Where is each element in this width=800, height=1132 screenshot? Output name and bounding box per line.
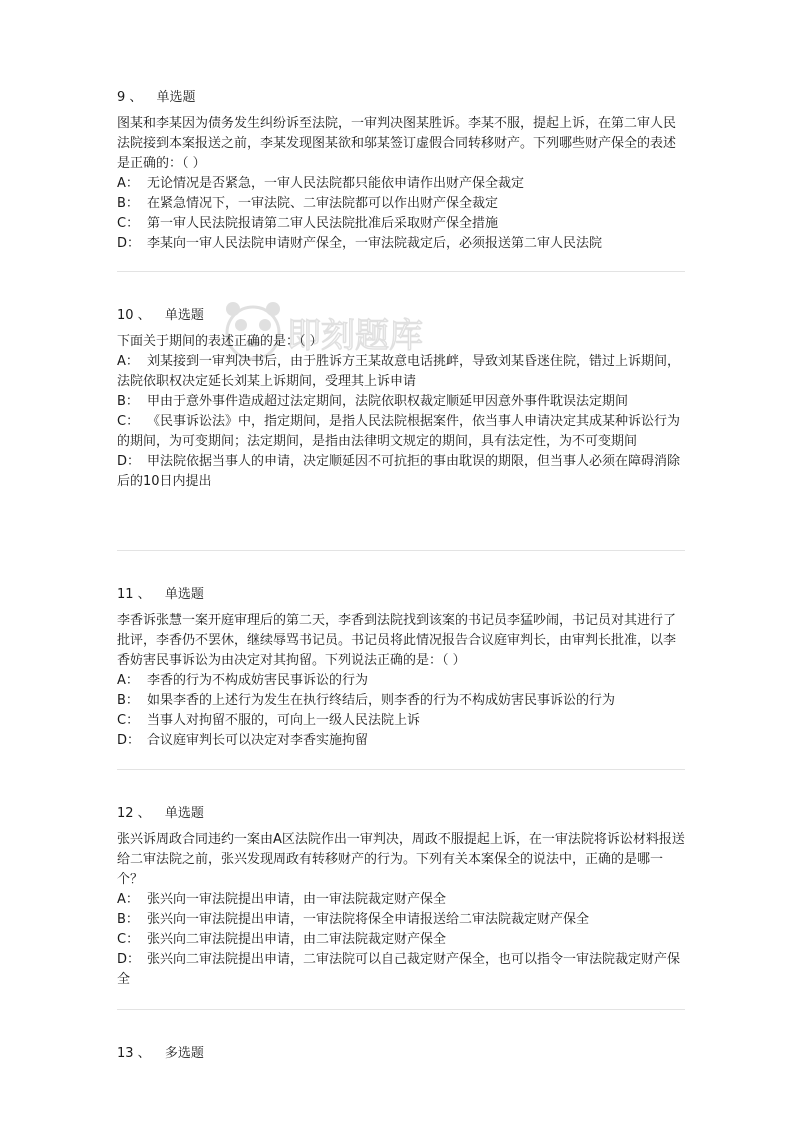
option-d — [117, 950, 687, 990]
option-text: 张兴向一审法院提出申请，由一审法院裁定财产保全 — [147, 892, 447, 907]
option-key: C： — [117, 932, 140, 947]
question-divider — [117, 769, 685, 770]
option-text: 刘某接到一审判决书后，由于胜诉方王某故意电话挑衅，导致刘某昏迷住院，错过上诉期间，法院依职权决定延长刘某上诉期间，受理其上诉申请 — [117, 354, 681, 389]
watermark-text: 即刻题库 — [287, 316, 423, 356]
question-stem: 李香诉张慧一案开庭审理后的第二天，李香到法院找到该案的书记员李猛吵闹，书记员对其进行了批评，李香仍不罢休，继续辱骂书记员。书记员将此情况报告合议庭审判长，由审判长批准，以李香妨害民事诉讼为由决定对其拘留。下列说法正确的是：（ ） — [117, 613, 677, 668]
option-text: 甲法院依据当事人的申请，决定顺延因不可抗拒的事由耽误的期限，但当事人必须在障碍消除后的10日内提出 — [117, 454, 681, 489]
option-key: D： — [117, 454, 141, 469]
option-a — [117, 174, 687, 194]
option-text: 《民事诉讼法》中，指定期间，是指人民法院根据案件，依当事人申请决定其成某种诉讼行为的期间，为可变期间；法定期间，是指由法律明文规定的期间，具有法定性，为不可变期间 — [117, 414, 681, 449]
option-text: 如果李香的上述行为发生在执行终结后，则李香的行为不构成妨害民事诉讼的行为 — [147, 693, 616, 708]
option-key: B： — [117, 912, 139, 927]
option-text: 张兴向二审法院提出申请，二审法院可以自己裁定财产保全，也可以指令一审法院裁定财产保全 — [117, 952, 681, 987]
question-stem: 张兴诉周政合同违约一案由A区法院作出一审判决，周政不服提起上诉，在一审法院将诉讼材料报送给二审法院之前，张兴发现周政有转移财产的行为。下列有关本案保全的说法中，正确的是哪一个？ — [117, 832, 685, 887]
option-a — [117, 671, 687, 691]
question-10 — [117, 306, 687, 492]
option-key: A： — [117, 176, 139, 191]
question-type: 单选题 — [156, 90, 196, 105]
option-text: 李某向一审人民法院申请财产保全，一审法院裁定后，必须报送第二审人民法院 — [147, 236, 603, 251]
option-c — [117, 412, 687, 452]
option-key: C： — [117, 216, 140, 231]
option-d — [117, 234, 687, 254]
option-text: 在紧急情况下，一审法院、二审法院都可以作出财产保全裁定 — [147, 196, 499, 211]
option-c — [117, 711, 687, 731]
option-text: 李香的行为不构成妨害民事诉讼的行为 — [147, 673, 369, 688]
option-text: 张兴向一审法院提出申请，一审法院将保全申请报送给二审法院裁定财产保全 — [147, 912, 590, 927]
option-key: C： — [117, 713, 140, 728]
option-key: A： — [117, 354, 139, 369]
question-13 — [117, 1044, 687, 1070]
option-key: A： — [117, 892, 139, 907]
question-type: 单选题 — [164, 806, 204, 821]
option-key: A： — [117, 673, 139, 688]
option-key: D： — [117, 952, 141, 967]
option-text: 张兴向二审法院提出申请，由二审法院裁定财产保全 — [147, 932, 447, 947]
option-text: 第一审人民法院报请第二审人民法院批准后采取财产保全措施 — [147, 216, 499, 231]
option-d — [117, 731, 687, 751]
question-number: 12 、 — [117, 806, 151, 821]
question-divider — [117, 271, 685, 272]
question-12 — [117, 804, 687, 990]
question-11 — [117, 585, 687, 751]
question-number: 13 、 — [117, 1046, 151, 1061]
question-number: 10 、 — [117, 308, 151, 323]
question-header — [117, 88, 687, 108]
question-divider — [117, 1009, 685, 1010]
option-key: B： — [117, 693, 139, 708]
option-a — [117, 352, 687, 392]
option-c — [117, 930, 687, 950]
question-stem: 图某和李某因为债务发生纠纷诉至法院，一审判决图某胜诉。李某不服，提起上诉，在第二审人民法院接到本案报送之前，李某发现图某欲和邬某签订虚假合同转移财产。下列哪些财产保全的表述是正确的：（ ） — [117, 116, 677, 171]
question-9 — [117, 88, 687, 254]
option-b — [117, 691, 687, 711]
option-key: B： — [117, 196, 139, 211]
question-type: 多选题 — [164, 1046, 204, 1061]
option-text: 甲由于意外事件造成超过法定期间，法院依职权裁定顺延甲因意外事件耽误法定期间 — [147, 394, 629, 409]
option-a — [117, 890, 687, 910]
option-b — [117, 392, 687, 412]
question-divider — [117, 550, 685, 551]
option-text: 合议庭审判长可以决定对李香实施拘留 — [147, 733, 369, 748]
option-text: 当事人对拘留不服的，可向上一级人民法院上诉 — [147, 713, 421, 728]
question-header — [117, 585, 687, 605]
option-text: 无论情况是否紧急，一审人民法院都只能依申请作出财产保全裁定 — [147, 176, 525, 191]
question-header — [117, 804, 687, 824]
option-key: B： — [117, 394, 139, 409]
question-header — [117, 1044, 687, 1064]
option-key: D： — [117, 733, 141, 748]
question-header — [117, 306, 687, 326]
option-d — [117, 452, 687, 492]
option-key: C： — [117, 414, 140, 429]
question-number: 9 、 — [117, 90, 143, 105]
question-type: 单选题 — [164, 587, 204, 602]
option-b — [117, 194, 687, 214]
question-stem: 下面关于期间的表述正确的是：（ ） — [117, 334, 323, 349]
option-b — [117, 910, 687, 930]
option-key: D： — [117, 236, 141, 251]
question-type: 单选题 — [164, 308, 204, 323]
question-number: 11 、 — [117, 587, 151, 602]
option-c — [117, 214, 687, 234]
